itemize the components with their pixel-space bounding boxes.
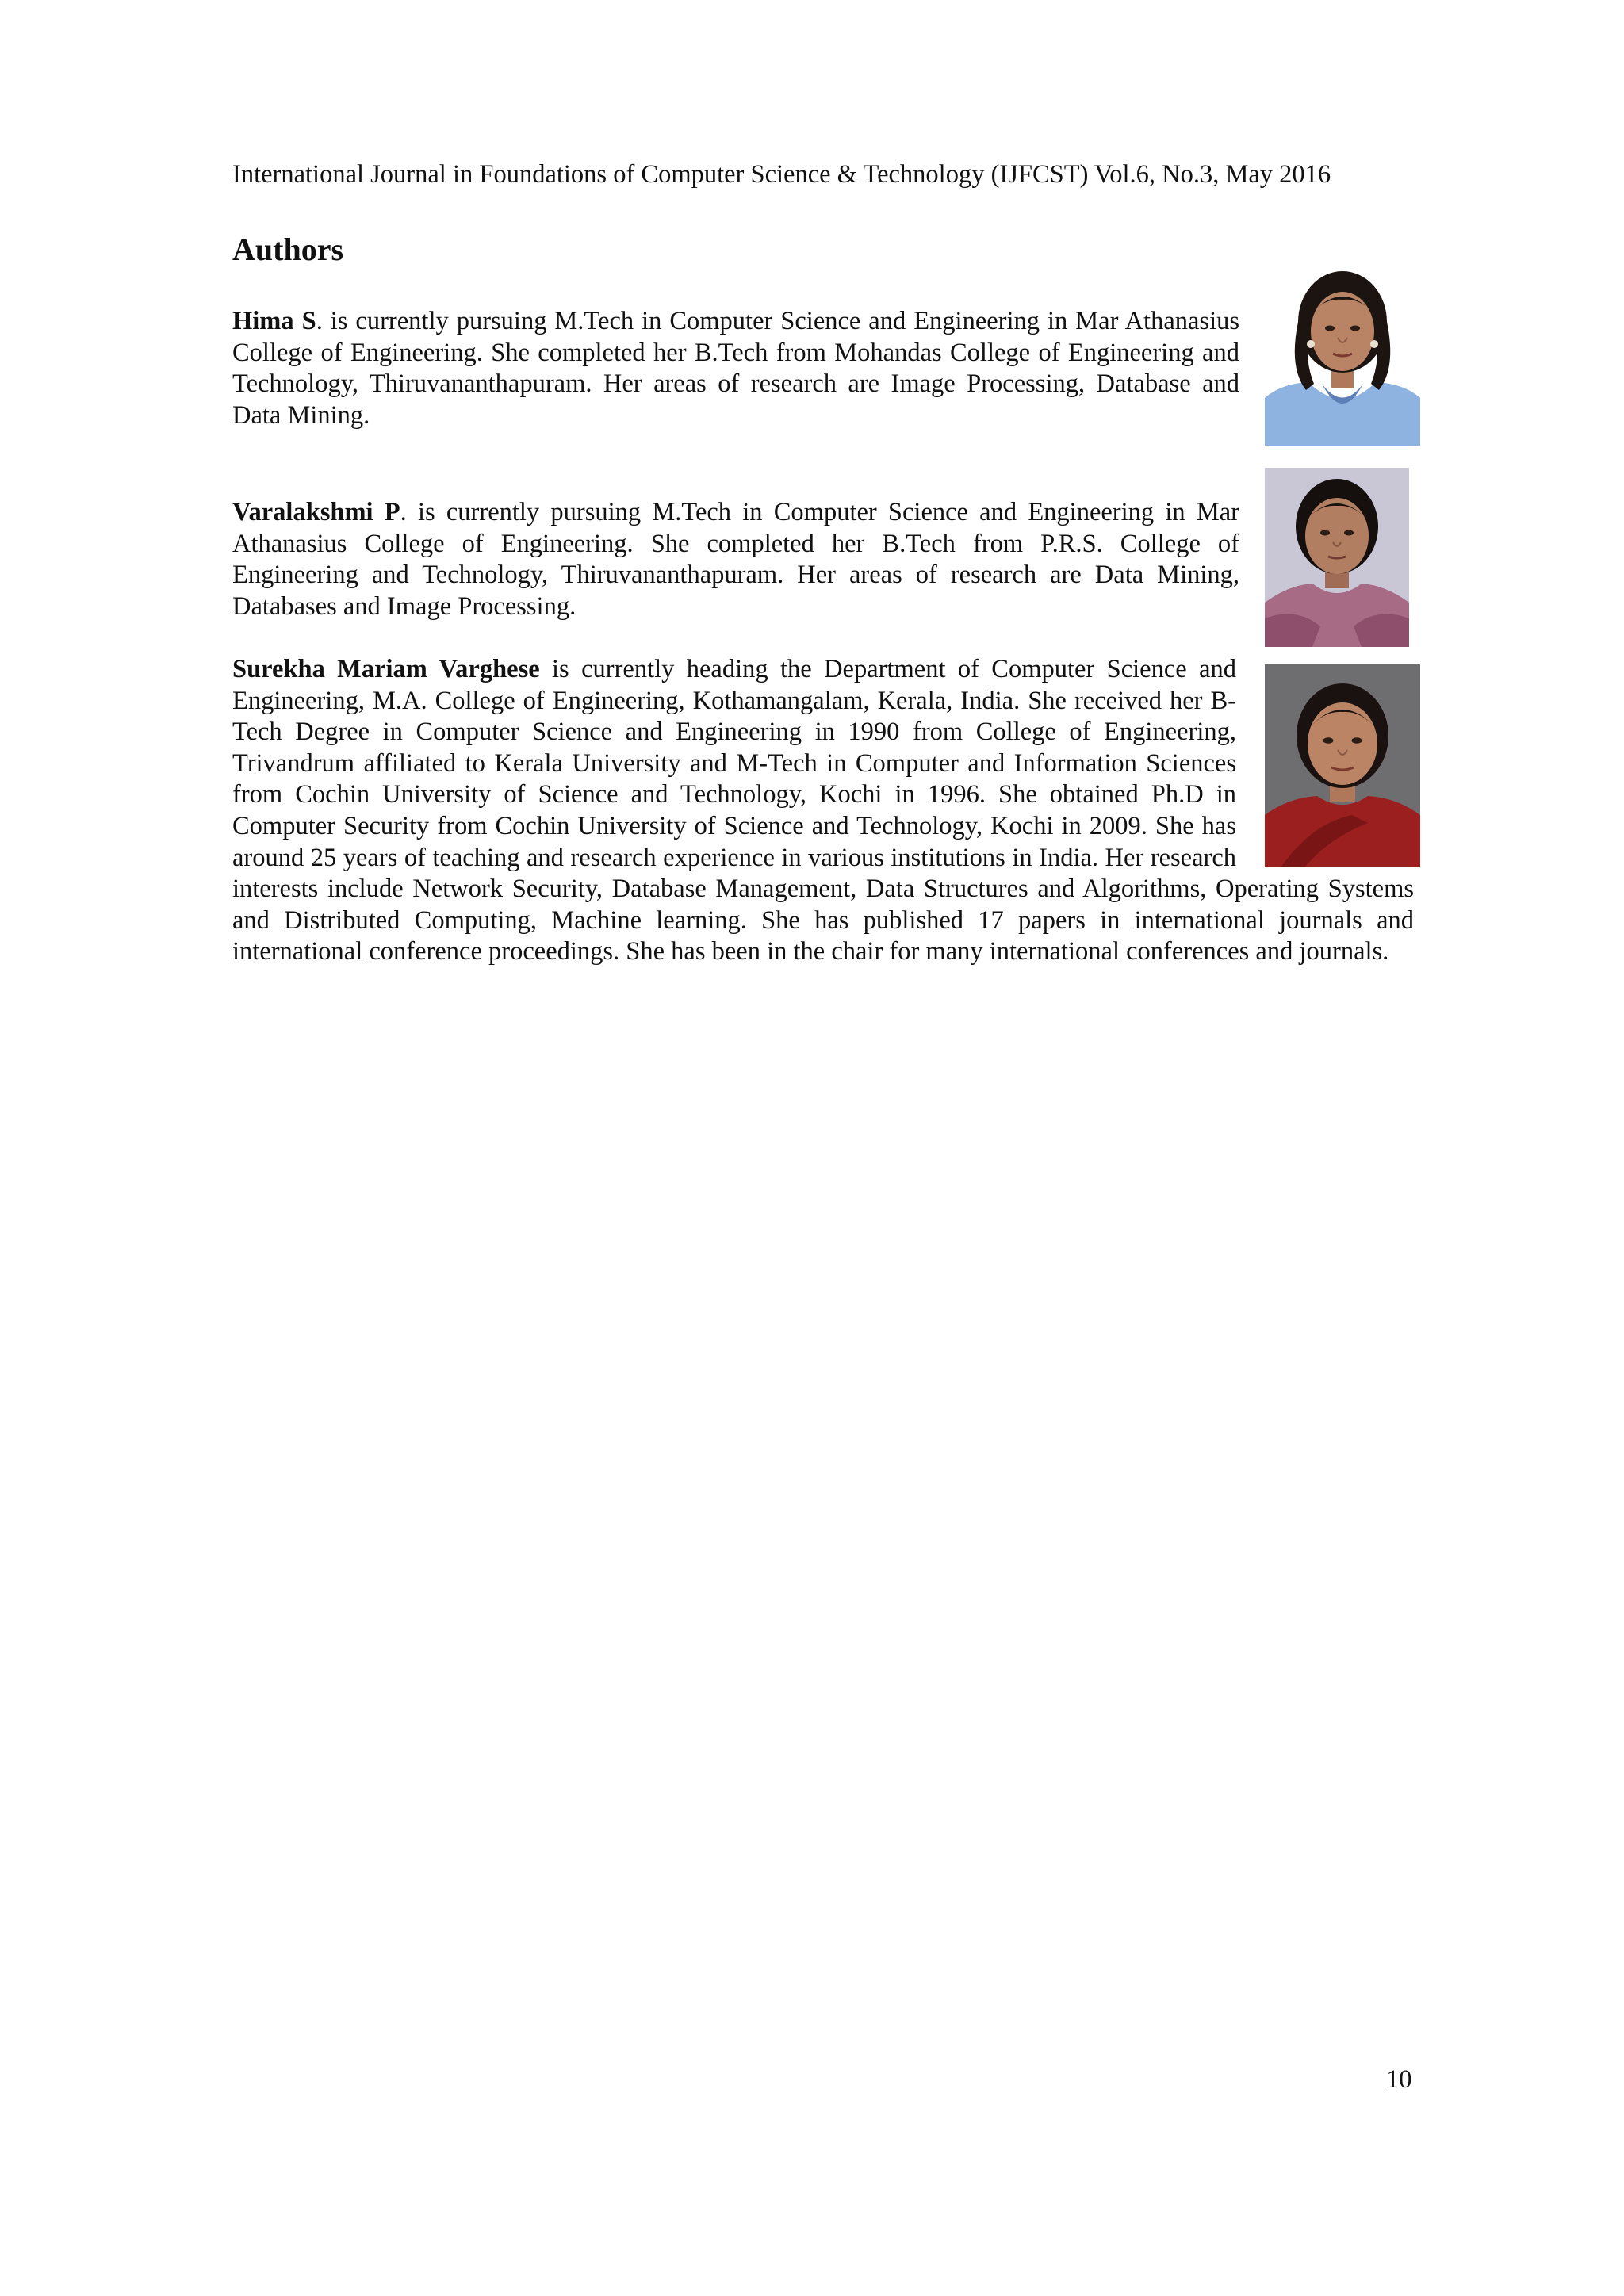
section-title: Authors xyxy=(232,232,344,267)
journal-header: International Journal in Foundations of Computer Science & Technology (IJFCST) Vol.6, No.3, May 2016 xyxy=(232,160,1331,189)
author-name: Varalakshmi P xyxy=(232,498,400,526)
author-name: Hima S xyxy=(232,307,316,335)
author-photo-surekha xyxy=(1265,664,1420,867)
author-photo-varalakshmi xyxy=(1265,468,1409,647)
author-bio-text: . is currently pursuing M.Tech in Computer Science and Engineering in Mar Athanasius College of Engineering. She completed her B.Tech from Mohandas College of Engineering and Technology, Thiruvananthapuram. Her areas of research are Image Processing, Database and Data Mining. xyxy=(232,307,1239,430)
author-photo-hima xyxy=(1265,265,1420,446)
author-bio-text: . is currently pursuing M.Tech in Computer Science and Engineering in Mar Athanasius College of Engineering. She completed her B.Tech from P.R.S. College of Engineering and Technology, Thiruvananthapuram. Her areas of research are Data Mining, Databases and Image Processing. xyxy=(232,498,1239,621)
page-number: 10 xyxy=(1386,2065,1412,2094)
author-bio-hima xyxy=(232,306,1239,431)
author-bio-text: is currently heading the Department of Computer Science and Engineering, M.A. College of Engineering, Kothamangalam, Kerala, India. She received her B-Tech Degree in Computer Science and Engineering in 1990 from College of Engineering, Trivandrum affiliated to Kerala University and M-Tech in Computer and Information Sciences from Cochin University of Science and Technology, Kochi in 1996. She obtained Ph.D in Computer Security from Cochin University of Science and Technology, Kochi in 2009. She has around 25 years of teaching and research experience in various institutions in India. Her research interests include Network Security, Database Management, Data Structures and Algorithms, Operating Systems and Distributed Computing, Machine learning. She has published 17 papers in international journals and international conference proceedings. She has been in the chair for many international conferences and journals. xyxy=(232,655,1414,966)
author-name: Surekha Mariam Varghese xyxy=(232,655,540,683)
author-bio-varalakshmi xyxy=(232,497,1239,622)
author-bio-surekha xyxy=(232,654,1414,968)
